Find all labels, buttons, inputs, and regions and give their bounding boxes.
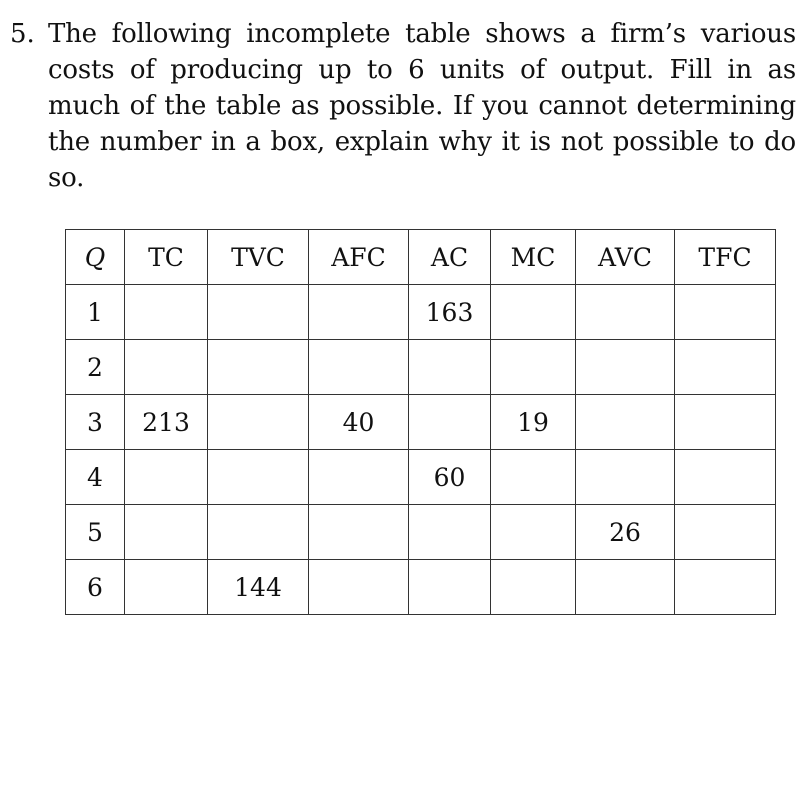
table-cell <box>125 285 208 340</box>
table-cell: 4 <box>66 450 125 505</box>
table-cell <box>675 340 776 395</box>
table-cell <box>125 505 208 560</box>
table-cell: 3 <box>66 395 125 450</box>
header-avc: AVC <box>576 230 675 285</box>
table-cell <box>491 285 576 340</box>
table-cell <box>409 560 491 615</box>
table-cell <box>675 285 776 340</box>
table-cell <box>576 560 675 615</box>
table-cell <box>576 285 675 340</box>
table-cell <box>675 450 776 505</box>
header-q: Q <box>66 230 125 285</box>
problem-line: costs of producing up to 6 units of output. Fill in as <box>48 55 796 85</box>
problem-number: 5. <box>10 19 35 49</box>
header-tvc: TVC <box>208 230 309 285</box>
table-cell <box>208 450 309 505</box>
table-cell <box>576 340 675 395</box>
table-header-row <box>66 230 776 285</box>
table-cell <box>309 340 409 395</box>
problem-line: so. <box>48 163 85 193</box>
problem-line: much of the table as possible. If you cannot determining <box>48 91 796 121</box>
table-cell: 144 <box>208 560 309 615</box>
table-cell <box>675 395 776 450</box>
table-cell <box>491 450 576 505</box>
table-cell <box>675 505 776 560</box>
table-cell: 26 <box>576 505 675 560</box>
problem-line: the number in a box, explain why it is not possible to do <box>48 127 796 157</box>
table-cell: 60 <box>409 450 491 505</box>
table-cell <box>125 560 208 615</box>
table-cell <box>309 450 409 505</box>
cost-table <box>65 229 776 615</box>
table-cell <box>576 395 675 450</box>
table-cell <box>409 340 491 395</box>
table-cell <box>309 505 409 560</box>
table-cell <box>309 285 409 340</box>
table-cell <box>675 560 776 615</box>
table-cell: 6 <box>66 560 125 615</box>
table-cell <box>409 505 491 560</box>
header-ac: AC <box>409 230 491 285</box>
header-mc: MC <box>491 230 576 285</box>
table-cell <box>309 560 409 615</box>
table-cell <box>576 450 675 505</box>
table-cell: 40 <box>309 395 409 450</box>
table-row <box>66 285 776 340</box>
table-cell: 213 <box>125 395 208 450</box>
table-row <box>66 505 776 560</box>
table-row <box>66 450 776 505</box>
header-tfc: TFC <box>675 230 776 285</box>
table-cell <box>491 340 576 395</box>
table-cell: 163 <box>409 285 491 340</box>
header-afc: AFC <box>309 230 409 285</box>
table-row <box>66 340 776 395</box>
table-cell <box>208 505 309 560</box>
table-cell: 2 <box>66 340 125 395</box>
table-cell <box>208 285 309 340</box>
table-cell: 1 <box>66 285 125 340</box>
table-cell <box>208 395 309 450</box>
table-cell <box>491 505 576 560</box>
problem-text <box>48 16 796 196</box>
table-cell <box>125 340 208 395</box>
table-cell: 19 <box>491 395 576 450</box>
table-cell: 5 <box>66 505 125 560</box>
table-row <box>66 560 776 615</box>
table-cell <box>125 450 208 505</box>
table-cell <box>208 340 309 395</box>
table-cell <box>491 560 576 615</box>
header-tc: TC <box>125 230 208 285</box>
problem-line: The following incomplete table shows a firm’s various <box>48 19 796 49</box>
table-cell <box>409 395 491 450</box>
table-row <box>66 395 776 450</box>
